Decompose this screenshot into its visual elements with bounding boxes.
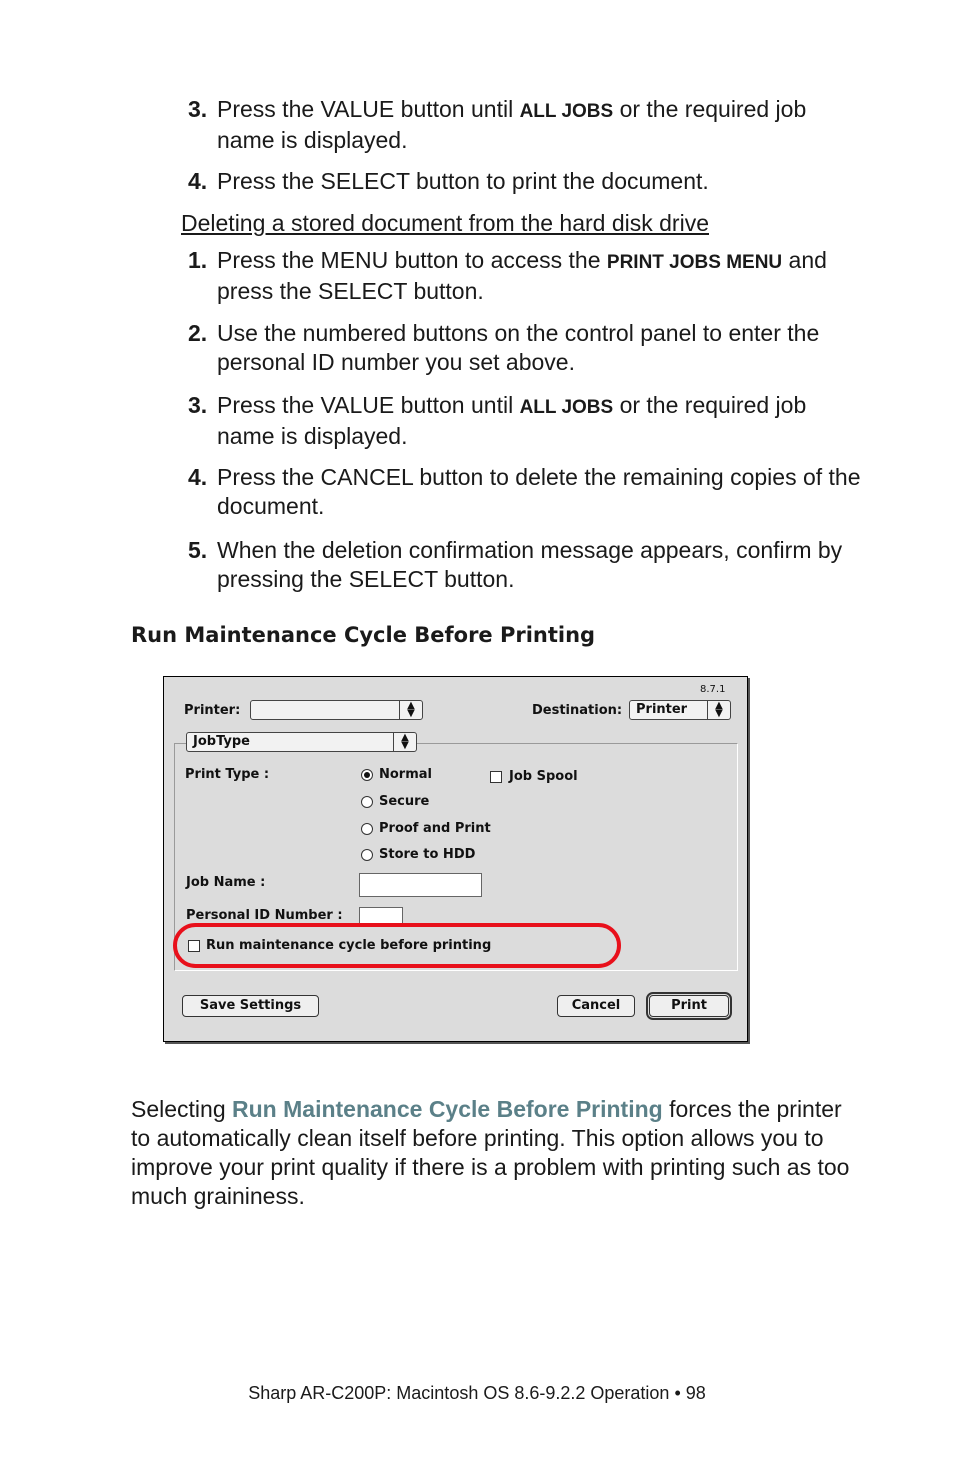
step-text: Press the CANCEL button to delete the remaining copies of the document. (217, 464, 861, 519)
step-number: 4. (188, 168, 208, 194)
version-label: 8.7.1 (700, 684, 726, 695)
radio-proof-and-print[interactable] (361, 823, 373, 835)
updown-arrows-icon: ▲ ▼ (399, 701, 422, 719)
destination-value: Printer (636, 702, 688, 717)
print-type-label: Print Type : (185, 767, 270, 782)
step-text: When the deletion confirmation message appears, confirm by pressing the SELECT button. (217, 537, 843, 592)
page-footer: Sharp AR-C200P: Macintosh OS 8.6-9.2.2 Operation • 98 (248, 1383, 706, 1403)
step-text: Press the VALUE button until (217, 96, 520, 122)
highlight-term: Run Maintenance Cycle Before Printing (232, 1096, 663, 1122)
updown-arrows-icon: ▲ ▼ (707, 701, 730, 719)
step-number: 5. (188, 537, 208, 563)
personal-id-label: Personal ID Number : (186, 908, 343, 923)
destination-label: Destination: (532, 703, 623, 718)
step-number: 2. (188, 320, 208, 346)
step-number: 1. (188, 247, 208, 273)
jobtype-popup[interactable] (186, 732, 417, 752)
step-text: or the required job name is displayed. (217, 392, 807, 449)
job-name-input[interactable] (359, 873, 482, 897)
step-text: Use the numbered buttons on the control panel to enter the personal ID number you set above. (217, 320, 820, 375)
cancel-button[interactable]: Cancel (557, 995, 635, 1017)
menu-term: ALL JOBS (519, 101, 614, 122)
job-spool-checkbox[interactable] (490, 771, 502, 783)
radio-secure-label: Secure (379, 794, 430, 809)
job-spool-label: Job Spool (509, 769, 578, 784)
subheading: Deleting a stored document from the hard disk drive (181, 210, 709, 236)
description-paragraph (131, 1095, 861, 1211)
printer-label: Printer: (184, 703, 241, 718)
step-text: or the required job name is displayed. (217, 96, 807, 153)
section-heading: Run Maintenance Cycle Before Printing (131, 623, 596, 647)
step-text: Press the VALUE button until (217, 392, 520, 418)
radio-normal[interactable] (361, 769, 373, 781)
step-text: and press the SELECT button. (217, 247, 827, 304)
paragraph-text: forces the printer to automatically clean itself before printing. This option allows you to improve your print quality if there is a problem with printing such as too much graininess. (131, 1096, 850, 1209)
step-number: 3. (188, 96, 208, 122)
step-text: Press the SELECT button to print the document. (217, 168, 709, 194)
job-name-label: Job Name : (186, 875, 266, 890)
updown-arrows-icon: ▲ ▼ (393, 733, 416, 751)
step-number: 4. (188, 464, 208, 490)
print-dialog (163, 676, 748, 1042)
maintenance-label: Run maintenance cycle before printing (206, 938, 492, 953)
jobtype-value: JobType (193, 734, 250, 749)
printer-popup[interactable] (250, 700, 423, 720)
step-text: Press the MENU button to access the (217, 247, 607, 273)
menu-term: PRINT JOBS MENU (606, 252, 783, 273)
save-settings-button[interactable]: Save Settings (182, 995, 319, 1017)
destination-popup[interactable] (629, 700, 731, 720)
step-number: 3. (188, 392, 208, 418)
radio-proof-label: Proof and Print (379, 821, 491, 836)
radio-normal-label: Normal (379, 767, 432, 782)
radio-secure[interactable] (361, 796, 373, 808)
menu-term: ALL JOBS (519, 397, 614, 418)
highlight-ring (173, 923, 621, 968)
print-button[interactable]: Print (649, 995, 729, 1017)
radio-hdd-label: Store to HDD (379, 847, 476, 862)
radio-store-to-hdd[interactable] (361, 849, 373, 861)
paragraph-text: Selecting (131, 1096, 233, 1122)
